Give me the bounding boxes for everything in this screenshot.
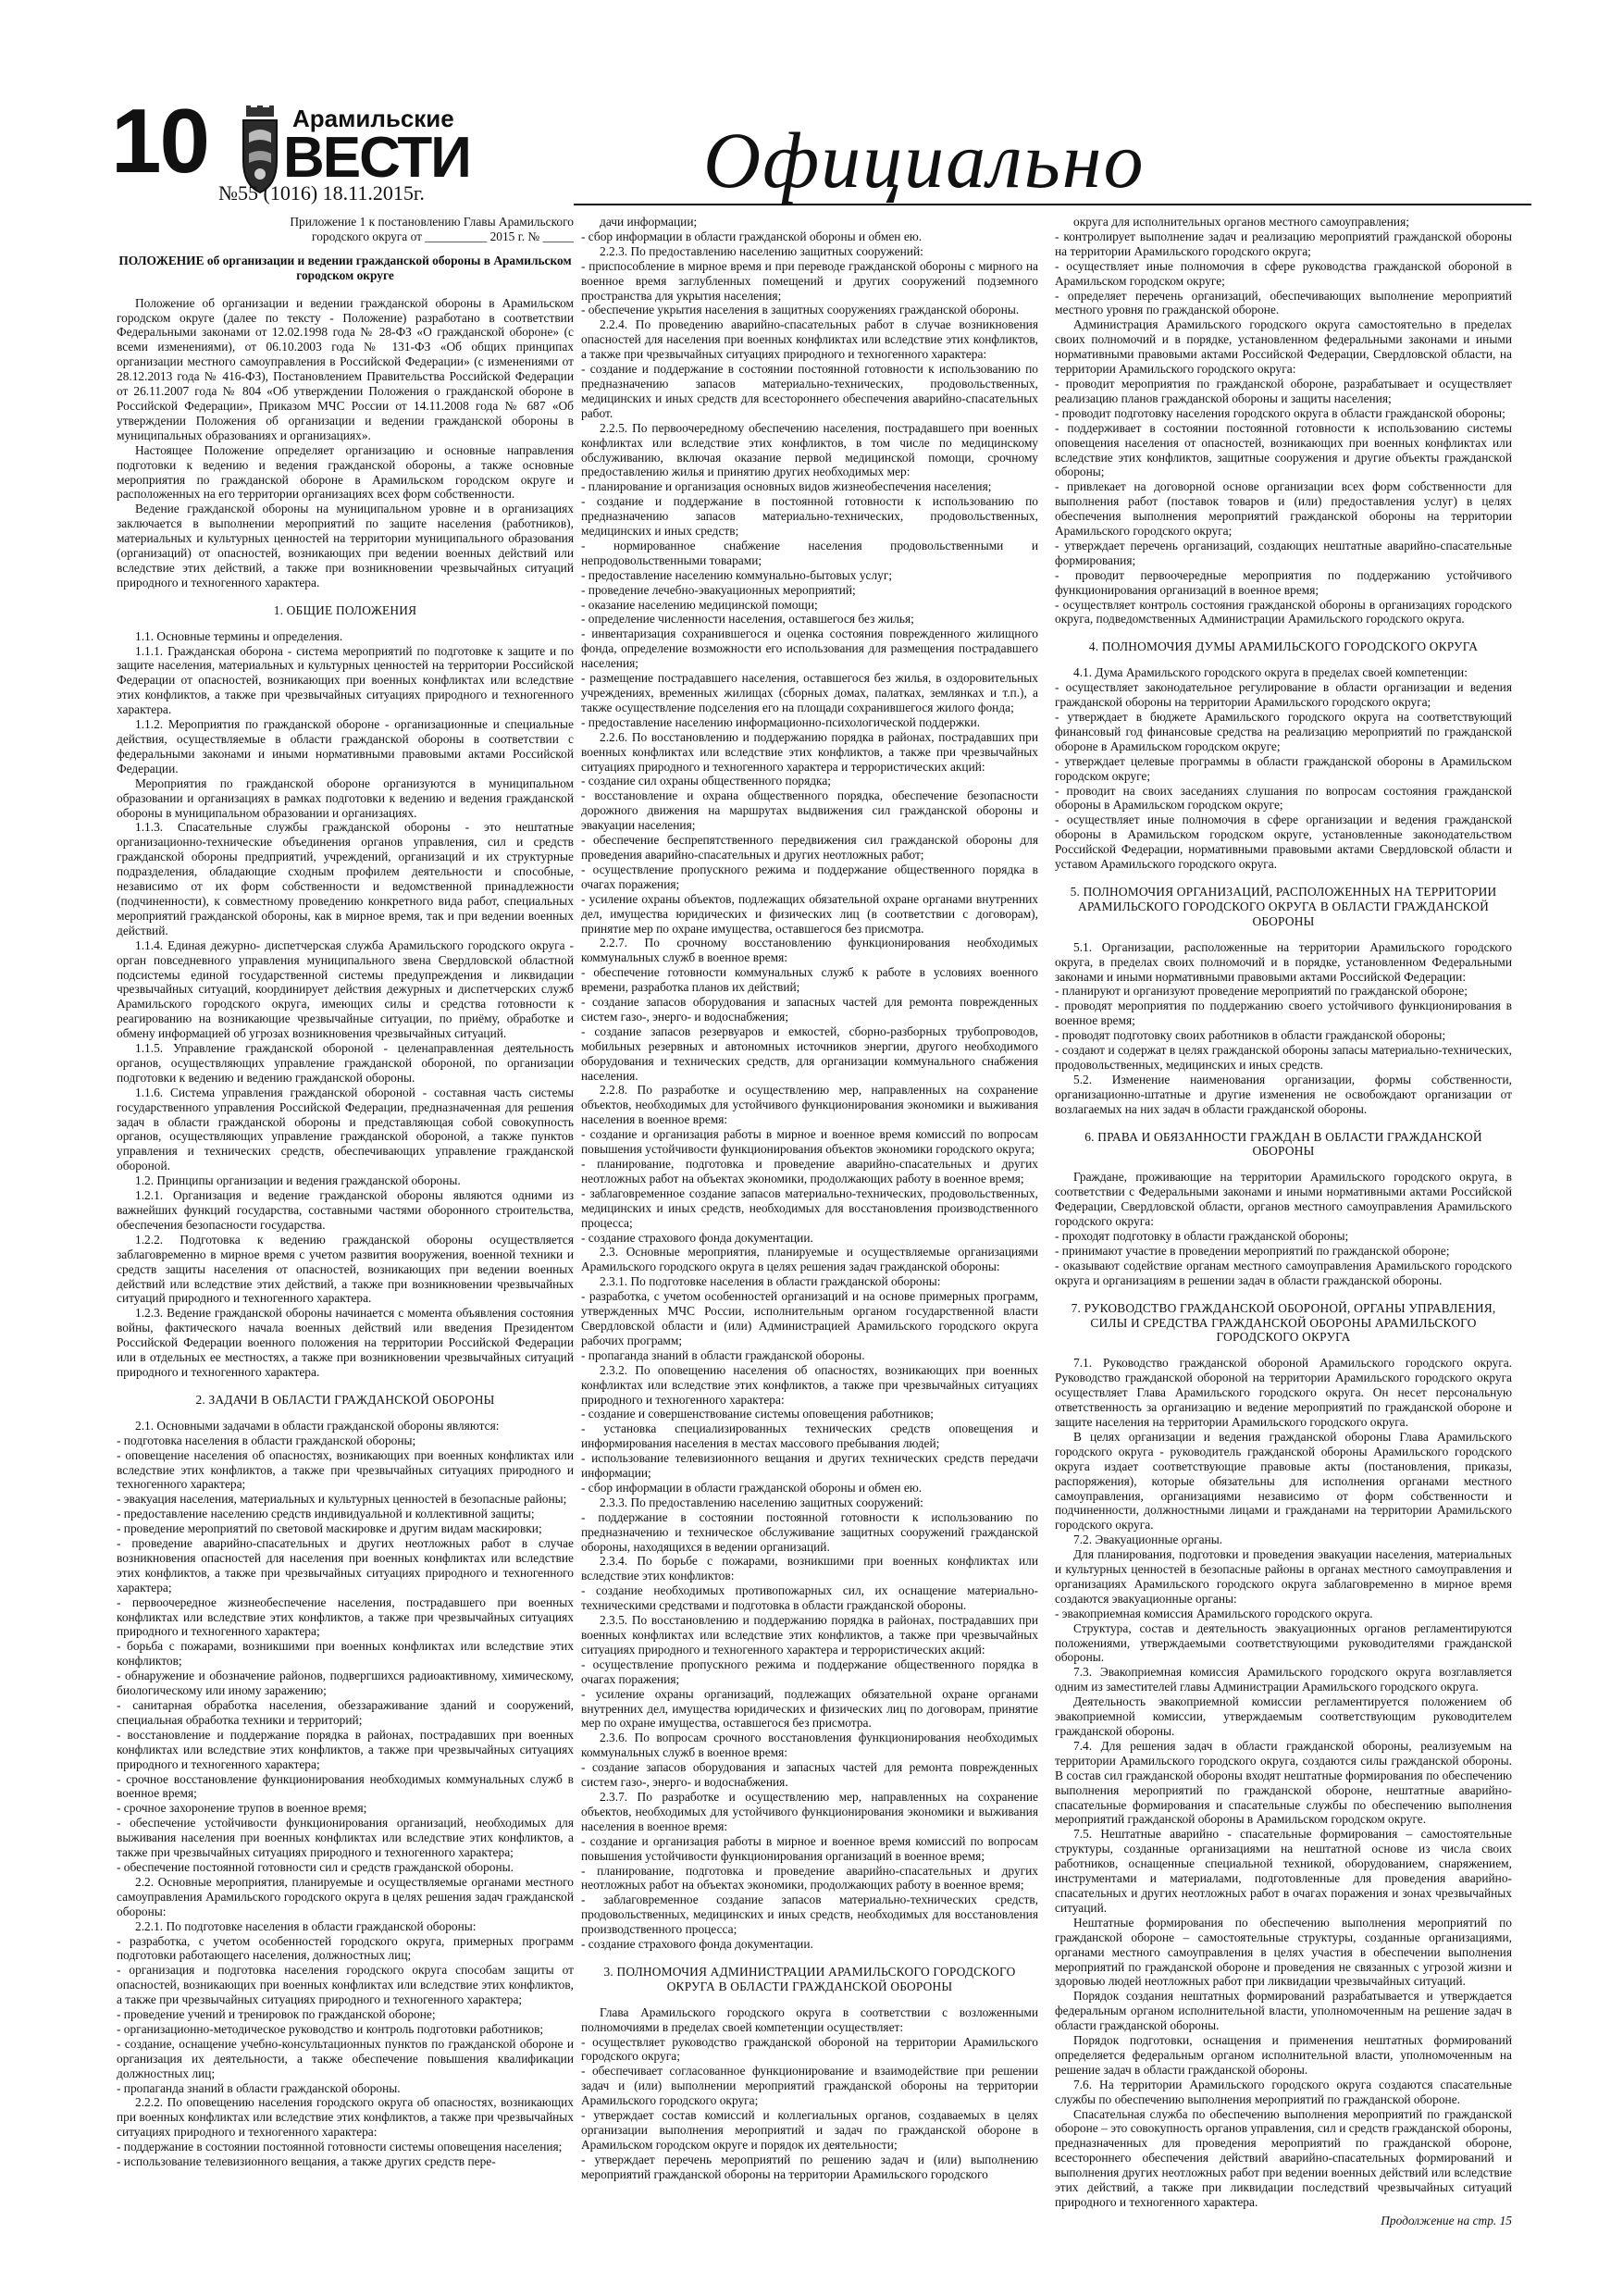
paragraph: - предоставление населению коммунально-бытовых услуг; bbox=[581, 567, 893, 582]
paragraph: - организационно-методическое руководство и контроль подготовки работников; bbox=[117, 2021, 544, 2036]
paragraph: - предоставление населению средств индивидуальной и коллективной защиты; bbox=[117, 1507, 535, 1521]
paragraph: - привлекает на договорной основе организации всех форм собственности для выполнения работ (поставок товаров и (или) предоставления услуг) в целях обеспечения выполнения мероприятий гражданской обороны на территории Арамильского городского округа; bbox=[1055, 479, 1512, 539]
paragraph: - осуществляет контроль состояния гражданской обороны в организациях городского округа, подведомственных Администрации Арамильского городского округа. bbox=[1055, 597, 1512, 627]
paragraph: - санитарная обработка населения, обеззараживание зданий и сооружений, специальная обработка техники и территорий; bbox=[117, 1698, 574, 1727]
section-heading: 1. ОБЩИЕ ПОЛОЖЕНИЯ bbox=[273, 602, 417, 617]
paragraph: Положение об организации и ведении гражданской обороны в Арамильском городском округе (далее по тексту - Положение) разработано в соответствии Федеральными законами от 12.02.1998 года № 28-ФЗ «О гражданской обороне» (с всеми изменениями), от 06.10.2003 года № 131-ФЗ «Об общих принципах организации местного самоуправления в Российской Федерации» (с изменениями от 28.12.2013 года № 416-ФЗ), Постановлением Правительства Российской Федерации от 26.11.2007 года № 804 «Об утверждении Положения о гражданской обороне в Российской Федерации», Приказом МЧС России от 14.11.2008 года № 687 «Об утверждении Положения об организации и ведении гражданской обороны в муниципальных образованиях и организациях». bbox=[117, 295, 574, 442]
section-heading: 4. ПОЛНОМОЧИЯ ДУМЫ АРАМИЛЬСКОГО ГОРОДСКОГО ОКРУГА bbox=[1088, 639, 1479, 654]
appendix-note: Приложение 1 к постановлению Главы Арамильского городского округа от __________ 2015 г. № _____ bbox=[290, 215, 574, 243]
paragraph: - нормированное снабжение населения продовольственными и непродовольственными товарами; bbox=[581, 538, 1038, 567]
paragraph: - создание и организация работы в мирное и военное время комиссий по вопросам повышения устойчивости функционирования объектов экономики городского округа; bbox=[581, 1127, 1038, 1157]
paragraph: - создание запасов оборудования и запасных частей для ремонта поврежденных систем газо-, энерго- и водоснабжения; bbox=[581, 995, 1038, 1024]
paragraph: Структура, состав и деятельность эвакуационных органов регламентируются положениями, утверждаемыми соответствующими руководителями гражданской обороны. bbox=[1055, 1620, 1512, 1665]
paragraph: - поддержание в состоянии постоянной готовности системы оповещения населения; bbox=[117, 2140, 563, 2154]
paragraph: - эвакуация населения, материальных и культурных ценностей в безопасные районы; bbox=[117, 1492, 567, 1507]
paragraph: 2.3.3. По предоставлению населению защитных сооружений: bbox=[600, 1495, 923, 1509]
paragraph: - обеспечивает согласованное функционирование и взаимодействие при решении задач и (или) выполнении мероприятий гражданской обороны на территории Арамильского городского округа; bbox=[581, 2064, 1038, 2108]
paragraph: - обеспечение готовности коммунальных служб к работе в условиях военного времени, разработка планов их действий; bbox=[581, 965, 1038, 995]
document-title: ПОЛОЖЕНИЕ об организации и ведении гражданской обороны в Арамильском городском округе bbox=[118, 253, 572, 282]
issue-info: №55 (1016) 18.11.2015г. bbox=[218, 181, 425, 205]
paragraph: - создание страхового фонда документации. bbox=[581, 1937, 813, 1952]
paragraph: 7.4. Для решения задач в области гражданской обороны, реализуемым на территории Арамильского городского округа, создаются силы гражданской обороны. В состав сил гражданской обороны входят нештатные формирования по обеспечению выполнения мероприятий по гражданской обороне, нештатные аварийно-спасательные формирования и спасательные службы по обеспечению выполнения мероприятий гражданской обороны в Арамильском городском округе. bbox=[1055, 1738, 1512, 1827]
paragraph: 5.1. Организации, расположенные на территории Арамильского городского округа, в пределах своих полномочий и в порядке, установленном Федеральными законами и иными нормативными правовыми актами Российской Федерации: bbox=[1055, 939, 1512, 984]
paragraph: - проводит первоочередные мероприятия по поддержанию устойчивого функционирования организаций в военное время; bbox=[1055, 567, 1512, 597]
section-heading: 7. РУКОВОДСТВО ГРАЖДАНСКОЙ ОБОРОНОЙ, ОРГАНЫ УПРАВЛЕНИЯ, СИЛЫ И СРЕДСТВА ГРАЖДАНСКОЙ ОБОРОНЫ АРАМИЛЬСКОГО ГОРОДСКОГО ОКРУГА bbox=[1071, 1300, 1496, 1345]
paragraph: - проходят подготовку в области гражданской обороны; bbox=[1055, 1229, 1349, 1243]
paragraph: 4.1. Дума Арамильского городского округа в пределах своей компетенции: bbox=[1073, 665, 1468, 680]
paragraph: 7.5. Нештатные аварийно - спасательные формирования – самостоятельные структуры, созданные организациями на нештатной основе из числа своих работников, оснащенные специальной техникой, оборудованием, снаряжением, инструментами и материалами, подготовленные для проведения аварийно-спасательных и других неотложных работ в очагах поражения и зонах чрезвычайных ситуаций. bbox=[1055, 1827, 1512, 1915]
paragraph: 7.6. На территории Арамильского городского округа создаются спасательные службы по обеспечению выполнения мероприятий по гражданской обороне. bbox=[1055, 2077, 1512, 2106]
page-number: 10 bbox=[111, 90, 209, 192]
paragraph: 2.2.5. По первоочередному обеспечению населения, пострадавшего при военных конфликтах или вследствие этих конфликтов, в том числе по медицинскому обслуживанию, включая оказание первой медицинской помощи, срочному предоставлению жилья и принятию других необходимых мер: bbox=[581, 420, 1038, 479]
paragraph: - подготовка населения в области гражданской обороны; bbox=[117, 1433, 416, 1447]
paragraph: 1.1.6. Система управления гражданской обороной - составная часть системы государственного управления Российской Федерации, предназначенная для решения задач в области гражданской обороны и представляющая собой совокупность органов, осуществляющих управление гражданской обороной, а также пунктов управления и технических средств, обеспечивающих управление гражданской обороной. bbox=[117, 1085, 574, 1173]
paragraph: - проведение учений и тренировок по гражданской обороне; bbox=[117, 2007, 436, 2022]
paragraph: Настоящее Положение определяет организацию и основные направления подготовки к ведению и ведения гражданской обороны, а также основные мероприятия по гражданской обороне в Арамильском городском округе и расположенных на его территории организациях всех форм собственности. bbox=[117, 442, 574, 502]
column-3-body bbox=[1055, 215, 1512, 2210]
section-heading: 5. ПОЛНОМОЧИЯ ОРГАНИЗАЦИЙ, РАСПОЛОЖЕННЫХ НА ТЕРРИТОРИИ АРАМИЛЬСКОГО ГОРОДСКОГО ОКРУГА В ОБЛАСТИ ГРАЖДАНСКОЙ ОБОРОНЫ bbox=[1070, 884, 1497, 928]
paragraph: - осуществляет иные полномочия в сфере организации и ведения гражданской обороны в Арамильском городском округе, установленные законодательством Российской Федерации, нормативными правовыми актами Свердловской области и уставом Арамильского городского округа. bbox=[1055, 813, 1512, 872]
paragraph: 2.1. Основными задачами в области гражданской обороны являются: bbox=[135, 1418, 500, 1433]
paragraph: - создание и поддержание в состоянии постоянной готовности к использованию по предназначению запасов материально-технических, продовольственных, медицинских и иных средств для всестороннего обеспечения аварийно-спасательных работ. bbox=[581, 362, 1038, 420]
text-column-2 bbox=[581, 215, 1038, 2241]
paragraph: - разработка, с учетом особенностей городского округа, примерных программ подготовки работающего населения, должностных лиц; bbox=[117, 1933, 574, 1963]
paragraph: - планирование и организация основных видов жизнеобеспечения населения; bbox=[581, 479, 992, 494]
text-column-1 bbox=[117, 215, 574, 2241]
paragraph: Администрация Арамильского городского округа самостоятельно в пределах своих полномочий и в порядке, установленном федеральными законами и иными нормативными правовыми актами Российской Федерации, Свердловской области, на территории Арамильского городского округа: bbox=[1055, 317, 1512, 377]
paragraph: - размещение пострадавшего населения, оставшегося без жилья, в оздоровительных учреждениях, временных жилищах (сборных домах, палатках, землянках и т.п.), а также осуществление подселения его на площади сохранившегося жилого фонда; bbox=[581, 671, 1038, 714]
paragraph: - создание и поддержание в постоянной готовности к использованию по предназначению запасов материально-технических, продовольственных, медицинских и иных средств; bbox=[581, 494, 1038, 539]
text-column-3 bbox=[1055, 215, 1512, 2241]
paragraph: - осуществляет законодательное регулирование в области организации и ведения гражданской обороны на территории Арамильского городского округа; bbox=[1055, 680, 1512, 710]
paragraph: 1.1.2. Мероприятия по гражданской обороне - организационные и специальные действия, осуществляемые в области гражданской обороны в соответствии с федеральными законами и иными нормативными правовыми актами Российской Федерации. bbox=[117, 717, 574, 776]
paragraph: - использование телевизионного вещания, а также других средств пере- bbox=[117, 2154, 496, 2169]
paragraph: 2.2.7. По срочному восстановлению функционирования необходимых коммунальных служб в военное время: bbox=[581, 936, 1038, 965]
paragraph: 1.2.3. Ведение гражданской обороны начинается с момента объявления состояния войны, фактического начала военных действий или введения Президентом Российской Федерации военного положения на территории Российской Федерации или в отдельных ее местностях, а также при возникновении чрезвычайных ситуаций природного и техногенного характера. bbox=[117, 1306, 574, 1379]
paragraph: дачи информации; bbox=[600, 215, 698, 229]
paragraph: 2.3.4. По борьбе с пожарами, возникшими при военных конфликтах или вследствие этих конфликтов: bbox=[581, 1554, 1038, 1583]
paragraph: - создание запасов резервуаров и емкостей, сборно-разборных трубопроводов, мобильных резервных и автономных источников энергии, другого необходимого оборудования и технических средств, для организации коммунального снабжения населения. bbox=[581, 1024, 1038, 1083]
paragraph: 2.2.6. По восстановлению и поддержанию порядка в районах, пострадавших при военных конфликтах или вследствие этих конфликтов, а также при чрезвычайных ситуациях природного и техногенного характера и террористических акций: bbox=[581, 729, 1038, 774]
paragraph: 7.1. Руководство гражданской обороной Арамильского городского округа. Руководство гражданской обороной на территории Арамильского городского округа осуществляет Глава Арамильского городского округа. Он несет персональную ответственность за организацию и ведение мероприятий по гражданской обороне и защите населения на территории Арамильского городского округа. bbox=[1055, 1356, 1512, 1429]
paragraph: - заблаговременное создание запасов материально-технических средств, продовольственных, медицинских и иных средств, необходимых для восстановления производственного процесса; bbox=[581, 1893, 1038, 1937]
paragraph: - приспособление в мирное время и при переводе гражданской обороны с мирного на военное время заглубленных помещений и других сооружений подземного пространства для укрытия населения; bbox=[581, 258, 1038, 303]
paragraph: - инвентаризация сохранившегося и оценка состояния поврежденного жилищного фонда, определение возможности его использования для размещения пострадавшего населения; bbox=[581, 627, 1038, 671]
continuation-note: Продолжение на стр. 15 bbox=[1381, 2213, 1512, 2228]
paragraph: Спасательная служба по обеспечению выполнения мероприятий по гражданской обороне – это совокупность органов управления, сил и средств гражданской обороны, предназначенных для проведения мероприятий по гражданской обороне, всестороннего обеспечения действий аварийно-спасательных формирований и выполнения других неотложных работ при ведении военных действий или вследствие этих действий, а также при ликвидации последствий чрезвычайных ситуаций природного и техногенного характера. bbox=[1055, 2106, 1512, 2209]
paragraph: Нештатные формирования по обеспечению выполнения мероприятий по гражданской обороне – самостоятельные структуры, созданные организациями, органами местного самоуправления в целях участия в обеспечении выполнения мероприятий по гражданской обороне и проведения не связанных с угрозой жизни и здоровью людей неотложных работ при ликвидации чрезвычайных ситуаций. bbox=[1055, 1915, 1512, 1989]
paragraph: - разработка, с учетом особенностей организаций и на основе примерных программ, утвержденных МЧС России, исполнительным органом государственной власти Свердловской области и (или) Администрацией Арамильского городского округа рабочих программ; bbox=[581, 1289, 1038, 1347]
paragraph: - организация и подготовка населения городского округа способам защиты от опасностей, возникающих при военных конфликтах или вследствие этих конфликтов, а также при чрезвычайных ситуациях природного и техногенного характера; bbox=[117, 1963, 574, 2007]
paragraph: 7.3. Эвакоприемная комиссия Арамильского городского округа возглавляется одним из заместителей главы Администрации Арамильского городского округа. bbox=[1055, 1665, 1512, 1694]
paragraph: - поддержание в состоянии постоянной готовности к использованию по предназначению и техническое обслуживание защитных сооружений гражданской обороны, находящихся в ведении организаций. bbox=[581, 1509, 1038, 1554]
masthead bbox=[111, 90, 1531, 208]
paragraph: - установка специализированных технических средств оповещения и информирования населения в местах массового пребывания людей; bbox=[581, 1421, 1038, 1451]
paragraph: - осуществляет иные полномочия в сфере руководства гражданской обороной в Арамильском городском округе; bbox=[1055, 258, 1512, 288]
paragraph: - оказывают содействие органам местного самоуправления Арамильского городского округа и организациям в решении задач в области гражданской обороны. bbox=[1055, 1258, 1512, 1287]
paragraph: Граждане, проживающие на территории Арамильского городского округа, в соответствии с Федеральными законами и иными нормативными актами Российской Федерации, Свердловской области, органов местного самоуправления Арамильского городского округа: bbox=[1055, 1170, 1512, 1229]
section-heading: 6. ПРАВА И ОБЯЗАННОСТИ ГРАЖДАН В ОБЛАСТИ ГРАЖДАНСКОЙ ОБОРОНЫ bbox=[1084, 1129, 1482, 1159]
paragraph: - усиление охраны организаций, подлежащих обязательной охране органами внутренних дел, имущества юридических и физических лиц по договорам, принятие мер по охране имущества, оставшегося без присмотра. bbox=[581, 1686, 1038, 1731]
paragraph: - проводит мероприятия по гражданской обороне, разрабатывает и осуществляет реализацию планов гражданской обороны и защиты населения; bbox=[1055, 376, 1512, 405]
paragraph: 1.1. Основные термины и определения. bbox=[135, 628, 343, 643]
paragraph: - создание, оснащение учебно-консультационных пунктов по гражданской обороне и организация их деятельности, а также обеспечение повышения квалификации должностных лиц; bbox=[117, 2036, 574, 2080]
paragraph: - создают и содержат в целях гражданской обороны запасы материально-технических, продовольственных, медицинских и иных средств. bbox=[1055, 1043, 1512, 1072]
paragraph: - планируют и организуют проведение мероприятий по гражданской обороне; bbox=[1055, 984, 1468, 999]
paragraph: 2.3. Основные мероприятия, планируемые и осуществляемые организациями Арамильского городского округа в целях решения задач гражданской обороны: bbox=[581, 1245, 1038, 1274]
paragraph: 5.2. Изменение наименования организации, формы собственности, организационно-штатные и другие изменения не освобождают организации от возлагаемых на них задач в области гражданской обороны. bbox=[1055, 1072, 1512, 1116]
paragraph: - утверждает в бюджете Арамильского городского округа на соответствующий финансовый год финансовые средства на реализацию мероприятий по гражданской обороне в Арамильском городском округе; bbox=[1055, 710, 1512, 753]
logo-top-text: Арамильские bbox=[292, 105, 454, 132]
column-1-body bbox=[117, 296, 574, 2169]
paragraph: - проведение аварийно-спасательных и других неотложных работ в случае возникновения опасностей для населения при военных конфликтах или вследствие этих конфликтов, а также при чрезвычайных ситуациях природного и техногенного характера; bbox=[117, 1536, 574, 1595]
paragraph: округа для исполнительных органов местного самоуправления; bbox=[1073, 215, 1409, 229]
paragraph: - осуществление пропускного режима и поддержание общественного порядка в очагах поражения; bbox=[581, 862, 1038, 891]
paragraph: 2.2. Основные мероприятия, планируемые и осуществляемые органами местного самоуправления Арамильского городского округа в целях решения задач гражданской обороны: bbox=[117, 1874, 574, 1918]
paragraph: - сбор информации в области гражданской обороны и обмен ею. bbox=[581, 229, 923, 243]
paragraph: - создание необходимых противопожарных сил, их оснащение материально-техническими средствами и подготовка в области гражданской обороны. bbox=[581, 1583, 1038, 1613]
paragraph: - первоочередное жизнеобеспечение населения, пострадавшего при военных конфликтах или вследствие этих конфликтов, а также при чрезвычайных ситуациях природного и техногенного характера; bbox=[117, 1595, 574, 1639]
paragraph: - проведение лечебно-эвакуационных мероприятий; bbox=[581, 582, 856, 597]
paragraph: В целях организации и ведения гражданской обороны Глава Арамильского городского округа - руководитель гражданской обороны Арамильского городского округа издает соответствующие правовые акты (постановления, приказы, распоряжения), которые обязательны для исполнения органами местного самоуправления, организациями независимо от форм собственности и подчиненности, должностными лицами и гражданами на территории Арамильского городского округа. bbox=[1055, 1429, 1512, 1533]
paragraph: - обеспечение укрытия населения в защитных сооружениях гражданской обороны. bbox=[581, 303, 1020, 317]
paragraph: - создание и совершенствование системы оповещения работников; bbox=[581, 1407, 934, 1421]
paragraph: Мероприятия по гражданской обороне организуются в муниципальном образовании и организациях в рамках подготовки к ведению и ведения гражданской обороны в муниципальном образовании и организациях. bbox=[117, 776, 574, 820]
paragraph: Ведение гражданской обороны на муниципальном уровне и в организациях заключается в выполнении мероприятий по защите населения (работников), материальных и культурных ценностей на территории муниципального образования (организаций) от опасностей, возникающих при ведении военных действий или вследствие этих действий, а также при возникновении чрезвычайных ситуаций природного и техногенного характера. bbox=[117, 502, 574, 590]
paragraph: - планирование, подготовка и проведение аварийно-спасательных и других неотложных работ на объектах экономики, продолжающих работу в военное время; bbox=[581, 1863, 1038, 1893]
paragraph: - утверждает перечень мероприятий по решению задач и (или) выполнению мероприятий гражданской обороны на территории Арамильского городского bbox=[581, 2152, 1038, 2181]
paragraph: 1.1.1. Гражданская оборона - система мероприятий по подготовке к защите и по защите населения, материальных и культурных ценностей на территории Российской Федерации от опасностей, возникающих при военных конфликтах или вследствие этих конфликтов, а также при чрезвычайных ситуациях природного и техногенного характера. bbox=[117, 643, 574, 717]
paragraph: - пропаганда знаний в области гражданской обороны. bbox=[117, 2080, 401, 2095]
paragraph: 2.2.8. По разработке и осуществлению мер, направленных на сохранение объектов, необходимых для устойчивого функционирования экономики и выживания населения в военное время: bbox=[581, 1083, 1038, 1127]
paragraph: - утверждает состав комиссий и коллегиальных органов, создаваемых в целях организации выполнения мероприятий и задач по гражданской обороне в Арамильском городском округе и порядок их деятельности; bbox=[581, 2108, 1038, 2152]
paragraph: - усиление охраны объектов, подлежащих обязательной охране органами внутренних дел, имущества юридических и физических лиц (в соответствии с договорам), принятие мер по охране имущества, оставшегося без присмотра. bbox=[581, 891, 1038, 936]
section-heading: 3. ПОЛНОМОЧИЯ АДМИНИСТРАЦИИ АРАМИЛЬСКОГО ГОРОДСКОГО ОКРУГА В ОБЛАСТИ ГРАЖДАНСКОЙ ОБОРОНЫ bbox=[603, 1964, 1016, 1993]
paragraph: - эвакоприемная комиссия Арамильского городского округа. bbox=[1055, 1606, 1373, 1620]
paragraph: 1.1.3. Спасательные службы гражданской обороны - это нештатные организационно-технические объединения органов управления, сил и средств гражданской обороны предприятий, учреждений, организаций и их структурные подразделения, обладающие сходным профилем деятельности и способные, независимо от их форм собственности и ведомственной принадлежности (подчиненности), к совместному проведению конкретного вида работ, специальных мероприятий гражданской обороны, как в мирное время, так и при ведении военных действий. bbox=[117, 820, 574, 937]
paragraph: - восстановление и поддержание порядка в районах, пострадавших при военных конфликтах или вследствие этих конфликтов, а также при чрезвычайных ситуациях природного и техногенного характера; bbox=[117, 1727, 574, 1771]
logo-main-text: ВЕСТИ bbox=[283, 126, 470, 190]
paragraph: 7.2. Эвакуационные органы. bbox=[1073, 1533, 1223, 1547]
paragraph: 1.1.4. Единая дежурно- диспетчерская служба Арамильского городского округа - орган повседневного управления муниципального звена Свердловской областной подсистемы единой государственной системы предупреждения и ликвидации чрезвычайных ситуаций, координирует действия дежурных и диспетчерских служб Арамильского городского округа, имеющих силы и средства готовности к реагированию на возникающие чрезвычайные ситуации, по приёму, обработке и обмену информацией об угрозах возникновения чрезвычайных ситуаций. bbox=[117, 937, 574, 1041]
paragraph: - использование телевизионного вещания и других технических средств передачи информации; bbox=[581, 1451, 1038, 1481]
paragraph: Порядок создания нештатных формирований разрабатывается и утверждается федеральным органом исполнительной власти, уполномоченным на решение задач в области гражданской обороны. bbox=[1055, 1989, 1512, 2033]
paragraph: - определение численности населения, оставшегося без жилья; bbox=[581, 612, 914, 627]
paragraph: - создание страхового фонда документации. bbox=[581, 1230, 813, 1245]
masthead-rule bbox=[574, 204, 1531, 205]
paragraph: 2.3.6. По вопросам срочного восстановления функционирования необходимых коммунальных служб в военное время: bbox=[581, 1731, 1038, 1760]
paragraph: - осуществляет руководство гражданской обороной на территории Арамильского городского округа; bbox=[581, 2034, 1038, 2064]
paragraph: 1.2. Принципы организации и ведения гражданской обороны. bbox=[135, 1173, 461, 1188]
section-heading: 2. ЗАДАЧИ В ОБЛАСТИ ГРАЖДАНСКОЙ ОБОРОНЫ bbox=[195, 1392, 495, 1407]
paragraph: 1.1.5. Управление гражданской обороной - целенаправленная деятельность органов, осуществляющих управление гражданской обороной, по организации подготовки к ведению и ведению гражданской обороны. bbox=[117, 1041, 574, 1085]
paragraph: - планирование, подготовка и проведение аварийно-спасательных и других неотложных работ на объектах экономики, продолжающих работу в военное время; bbox=[581, 1157, 1038, 1185]
paragraph: - утверждает перечень организаций, создающих нештатные аварийно-спасательные формирования; bbox=[1055, 538, 1512, 567]
paragraph: - сбор информации в области гражданской обороны и обмен ею. bbox=[581, 1480, 923, 1495]
paragraph: - предоставление населению информационно-психологической поддержки. bbox=[581, 714, 981, 729]
paragraph: - обеспечение устойчивости функционирования организаций, необходимых для выживания населения при военных конфликтах или вследствие этих конфликтов, а также при чрезвычайных ситуациях природного и техногенного характера; bbox=[117, 1816, 574, 1860]
paragraph: - создание и организация работы в мирное и военное время комиссий по вопросам повышения устойчивости функционирования организаций в военное время; bbox=[581, 1833, 1038, 1863]
paragraph: - заблаговременное создание запасов материально-технических, продовольственных, медицинских и иных средств, необходимых для восстановления производственного процесса; bbox=[581, 1185, 1038, 1230]
paragraph: 2.3.7. По разработке и осуществлению мер, направленных на сохранение объектов, необходимых для устойчивого функционирования экономики и выживания населения в военное время: bbox=[581, 1789, 1038, 1833]
paragraph: - принимают участие в проведении мероприятий по гражданской обороне; bbox=[1055, 1243, 1450, 1258]
paragraph: Деятельность эвакоприемной комиссии регламентируется положением об эвакоприемной комиссии, утверждаемым соответствующим руководителем гражданской обороны. bbox=[1055, 1694, 1512, 1738]
paragraph: - обеспечение постоянной готовности сил и средств гражданской обороны. bbox=[117, 1859, 514, 1874]
paragraph: - создание запасов оборудования и запасных частей для ремонта поврежденных систем газо-, энерго- и водоснабжения. bbox=[581, 1760, 1038, 1790]
paragraph: Порядок подготовки, оснащения и применения нештатных формирований определяется федеральным органом исполнительной власти, уполномоченным на решение задач в области гражданской обороны. bbox=[1055, 2033, 1512, 2077]
paragraph: - определяет перечень организаций, обеспечивающих выполнение мероприятий местного уровня по гражданской обороне. bbox=[1055, 288, 1512, 317]
paragraph: - восстановление и охрана общественного порядка, обеспечение безопасности дорожного движения на маршрутах выдвижения сил гражданской обороны и эвакуации населения; bbox=[581, 788, 1038, 833]
paragraph: - проведение мероприятий по световой маскировке и другим видам маскировки; bbox=[117, 1521, 542, 1536]
paragraph: 2.3.2. По оповещению населения об опасностях, возникающих при военных конфликтах или вследствие этих конфликтов, а также при чрезвычайных ситуациях природного и техногенного характера: bbox=[581, 1362, 1038, 1407]
paragraph: 2.3.5. По восстановлению и поддержанию порядка в районах, пострадавших при военных конфликтах или вследствие этих конфликтов, а также при чрезвычайных ситуациях природного и техногенного характера и террористических акций: bbox=[581, 1613, 1038, 1657]
paragraph: - создание сил охраны общественного порядка; bbox=[581, 774, 832, 788]
paragraph: - проводят подготовку своих работников в области гражданской обороны; bbox=[1055, 1028, 1446, 1043]
paragraph: - пропаганда знаний в области гражданской обороны. bbox=[581, 1347, 865, 1362]
paragraph: - борьба с пожарами, возникшими при военных конфликтах или вследствие этих конфликтов; bbox=[117, 1639, 574, 1669]
paragraph: 1.2.1. Организация и ведение гражданской обороны являются одними из важнейших функций государства, составными частями оборонного строительства, обеспечения безопасности государства. bbox=[117, 1188, 574, 1232]
paragraph: - осуществление пропускного режима и поддержание общественного порядка в очагах поражения; bbox=[581, 1657, 1038, 1686]
paragraph: - контролирует выполнение задач и реализацию мероприятий гражданской обороны на территории Арамильского городского округа; bbox=[1055, 229, 1512, 258]
paragraph: - проводят мероприятия по поддержанию своего устойчивого функционирования в военное время; bbox=[1055, 999, 1512, 1028]
paragraph: 2.2.4. По проведению аварийно-спасательных работ в случае возникновения опасностей для населения при военных конфликтах или вследствие этих конфликтов, а также при чрезвычайных ситуациях природного и техногенного характера: bbox=[581, 317, 1038, 362]
paragraph: 2.2.1. По подготовке населения в области гражданской обороны: bbox=[135, 1918, 477, 1933]
paragraph: - обнаружение и обозначение районов, подвергшихся радиоактивному, химическому, биологическому или иному заражению; bbox=[117, 1669, 574, 1698]
paragraph: 2.2.2. По оповещению населения городского округа об опасностях, возникающих при военных конфликтах или вследствие этих конфликтов, а также при чрезвычайных ситуациях природного и техногенного характера: bbox=[117, 2095, 574, 2140]
paragraph: - поддерживает в состоянии постоянной готовности к использованию системы оповещения населения от опасностей, возникающих при военных конфликтах или вследствие этих конфликтов, защитные сооружения и другие объекты гражданской обороны; bbox=[1055, 420, 1512, 479]
column-2-body bbox=[581, 215, 1038, 2182]
paragraph: - утверждает целевые программы в области гражданской обороны в Арамильском городском округе; bbox=[1055, 753, 1512, 783]
paragraph: - проводит на своих заседаниях слушания по вопросам состояния гражданской обороны в Арамильском городском округе; bbox=[1055, 783, 1512, 813]
paragraph: Для планирования, подготовки и проведения эвакуации населения, материальных и культурных ценностей в безопасные районы в органах местного самоуправления и организациях Арамильского городского округа заблаговременно в мирное время создаются эвакуационные органы: bbox=[1055, 1547, 1512, 1606]
paragraph: Глава Арамильского городского округа в соответствии с возложенными полномочиями в пределах своей компетенции осуществляет: bbox=[581, 2004, 1038, 2034]
paragraph: - оповещение населения об опасностях, возникающих при военных конфликтах или вследствие этих конфликтов, а также при чрезвычайных ситуациях природного и техногенного характера; bbox=[117, 1447, 574, 1492]
paragraph: - проводит подготовку населения городского округа в области гражданской обороны; bbox=[1055, 405, 1505, 420]
paragraph: 2.3.1. По подготовке населения в области гражданской обороны: bbox=[600, 1274, 941, 1289]
section-title: Официально bbox=[703, 116, 1146, 205]
paragraph: - обеспечение беспрепятственного передвижения сил гражданской обороны для проведения аварийно-спасательных и других неотложных работ; bbox=[581, 833, 1038, 862]
paragraph: 1.2.2. Подготовка к ведению гражданской обороны осуществляется заблаговременно в мирное время с учетом развития вооружения, военной техники и средств защиты населения от опасностей, возникающих при ведении военных действий или вследствие этих действий, а также при возникновении чрезвычайных ситуаций природного и техногенного характера. bbox=[117, 1232, 574, 1306]
paragraph: 2.2.3. По предоставлению населению защитных сооружений: bbox=[600, 243, 923, 258]
paragraph: - срочное восстановление функционирования необходимых коммунальных служб в военное время; bbox=[117, 1771, 574, 1801]
paragraph: - срочное захоронение трупов в военное время; bbox=[117, 1801, 367, 1816]
paragraph: - оказание населению медицинской помощи; bbox=[581, 597, 818, 612]
